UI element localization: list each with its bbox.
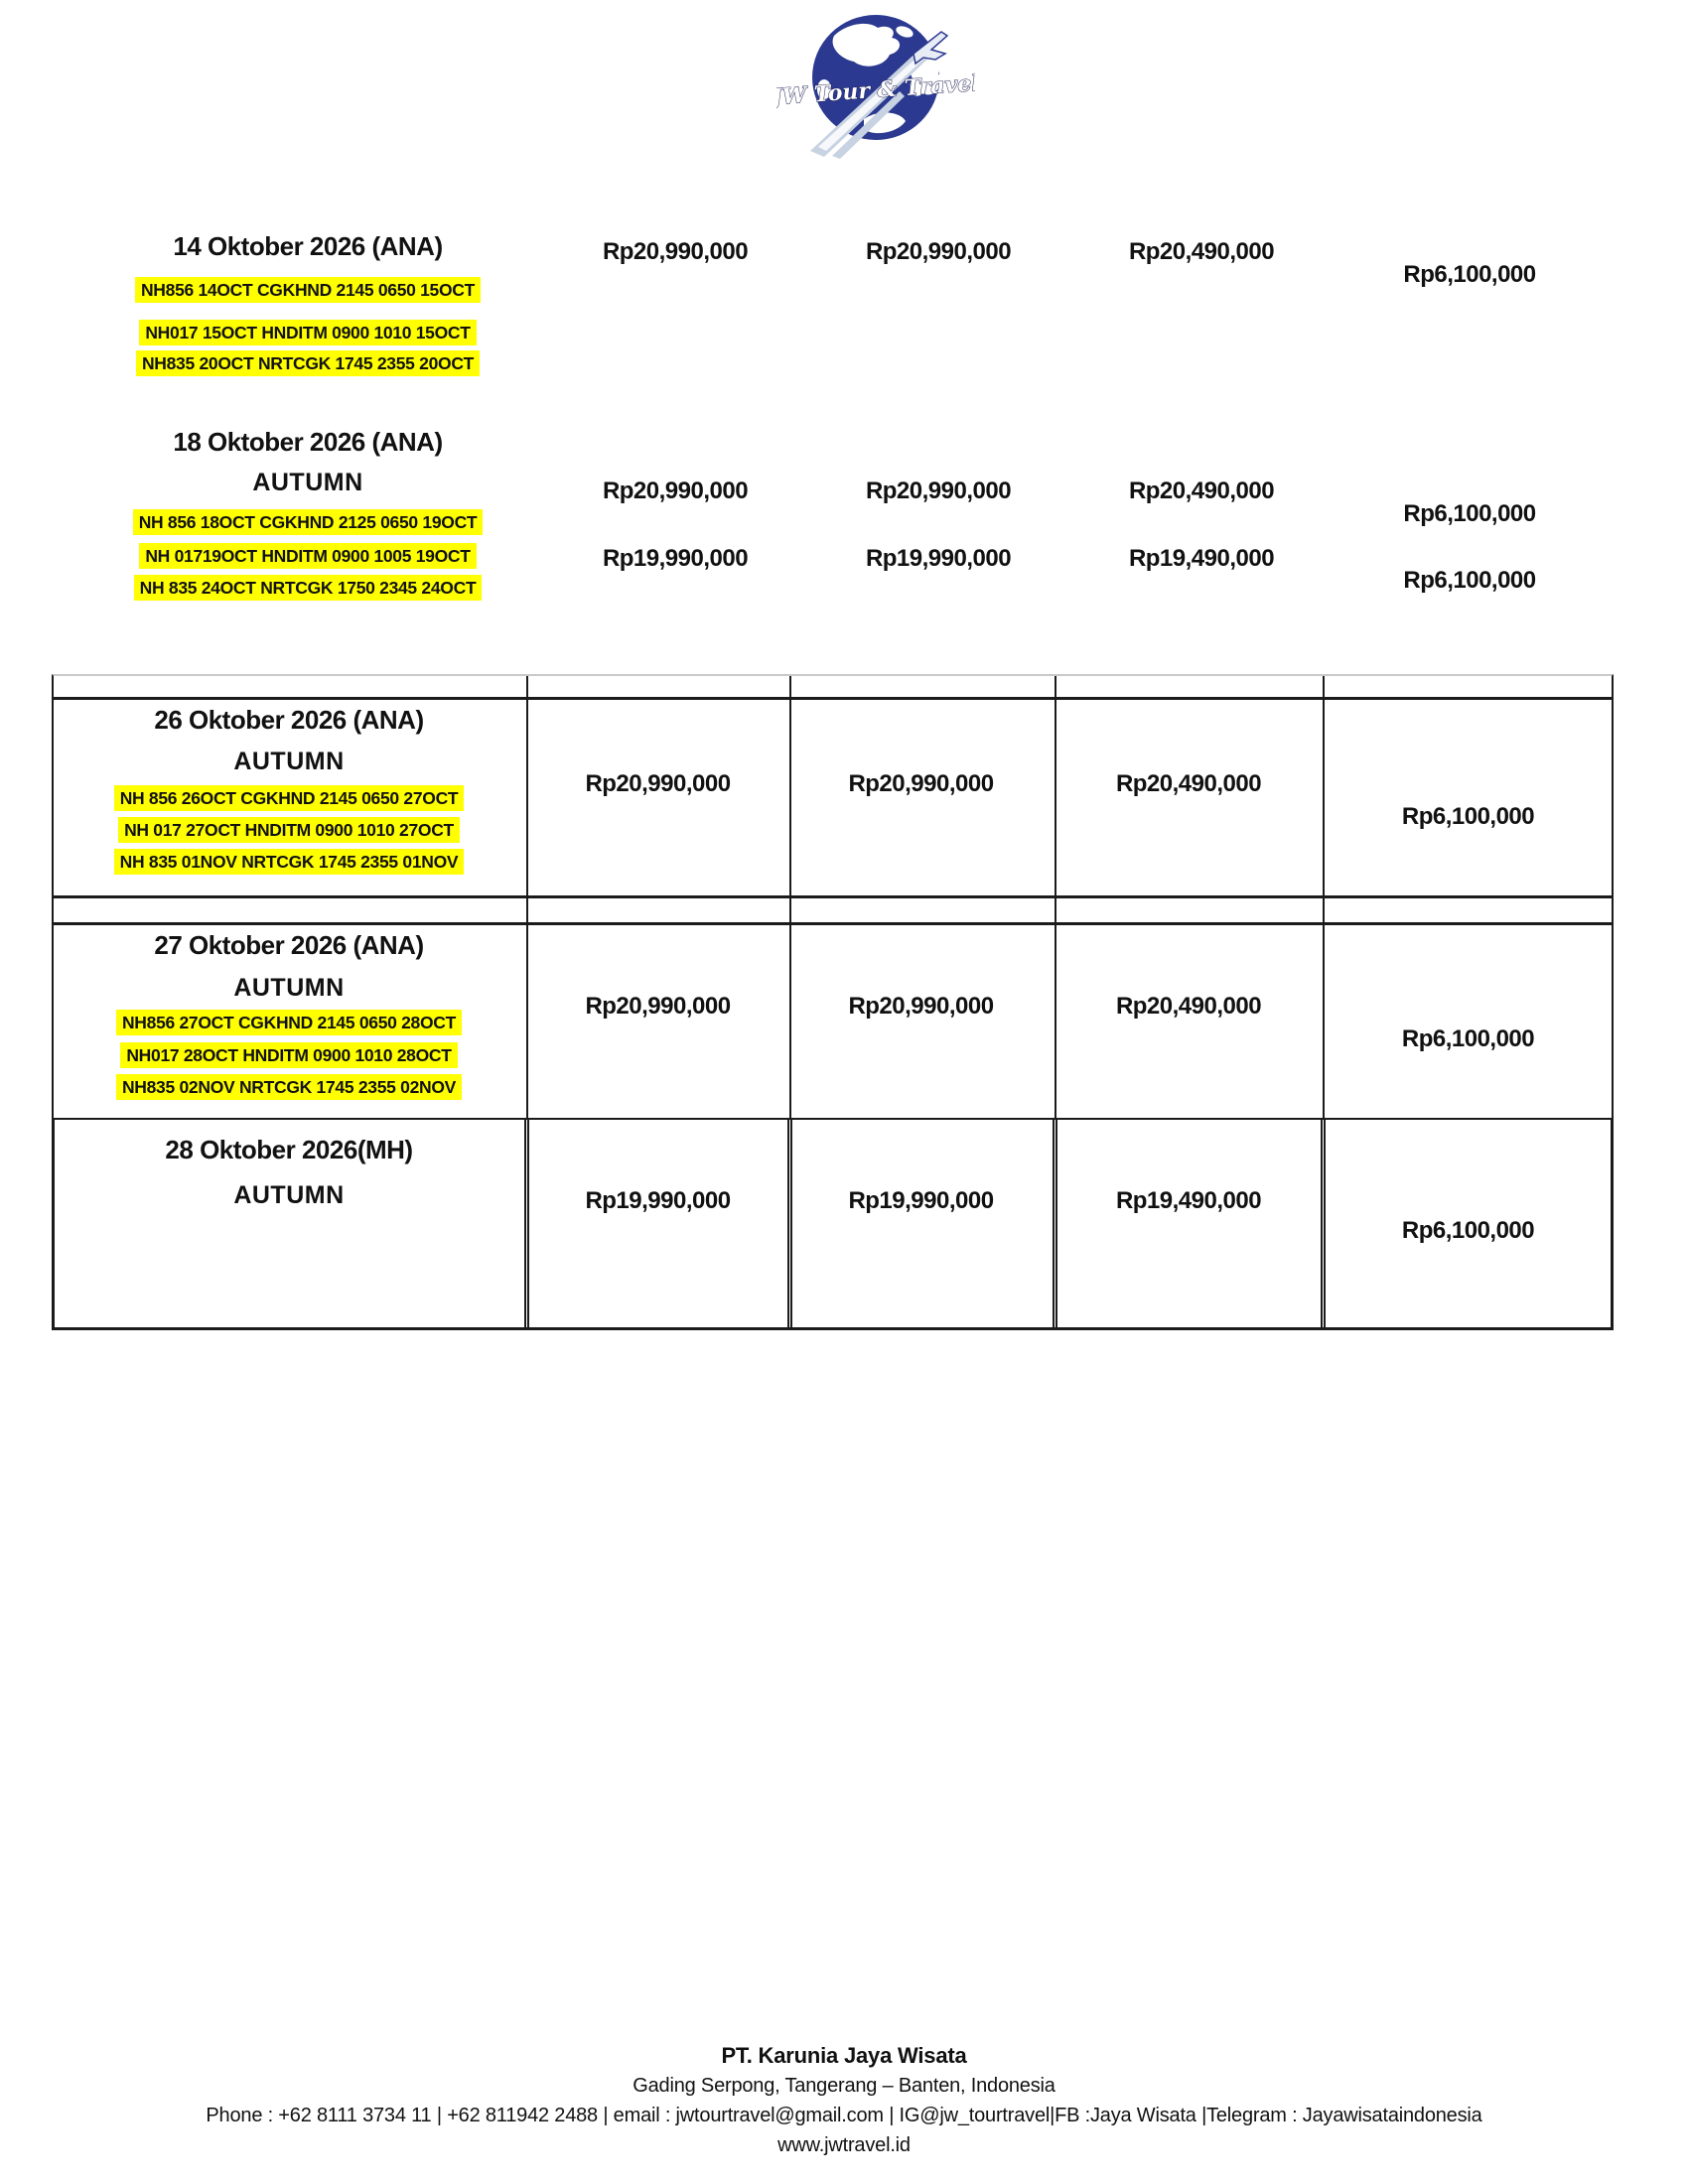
price-triple: Rp20,990,000	[848, 770, 994, 797]
spacer-cell	[1056, 898, 1325, 922]
price-twin: Rp19,990,000	[585, 1187, 731, 1214]
price-quad: Rp19,490,000	[1128, 545, 1275, 572]
departure-date-28okt: 28 Oktober 2026(MH)	[165, 1135, 413, 1164]
price-twin: Rp20,990,000	[585, 993, 731, 1020]
flight-segment-highlight: NH017 28OCT HNDITM 0900 1010 28OCT	[120, 1042, 457, 1068]
footer-website: www.jwtravel.id	[777, 2134, 911, 2156]
flight-line	[60, 1074, 518, 1100]
flight-line	[84, 277, 531, 303]
flight-line	[60, 817, 518, 843]
price-quad: Rp20,490,000	[1115, 770, 1262, 797]
flight-segment-highlight: NH856 27OCT CGKHND 2145 0650 28OCT	[116, 1010, 462, 1035]
spacer-cell	[528, 676, 791, 697]
price-cell	[529, 1120, 792, 1327]
price-twin: Rp20,990,000	[585, 770, 731, 797]
logo-text: JW Tour & Travel	[776, 69, 975, 111]
departure-date-26okt: 26 Oktober 2026 (ANA)	[154, 705, 424, 735]
flight-segment-highlight: NH017 15OCT HNDITM 0900 1010 15OCT	[139, 320, 476, 345]
price-quad: Rp20,490,000	[1128, 478, 1275, 504]
price-child: Rp6,100,000	[1401, 1025, 1535, 1052]
flight-segment-highlight: NH835 02NOV NRTCGK 1745 2355 02NOV	[116, 1074, 462, 1100]
price-twin: Rp20,990,000	[602, 478, 749, 504]
price-child: Rp6,100,000	[1401, 803, 1535, 830]
flight-line	[60, 1042, 518, 1068]
flight-segment-highlight: NH 856 18OCT CGKHND 2125 0650 19OCT	[133, 509, 484, 535]
flight-line	[60, 849, 518, 875]
price-triple: Rp20,990,000	[865, 478, 1012, 504]
globe-plane-logo-graphic	[776, 2, 975, 161]
price-triple: Rp19,990,000	[848, 1187, 994, 1214]
spacer-cell	[1056, 676, 1325, 697]
flight-line	[84, 543, 531, 569]
flight-segment-highlight: NH 01719OCT HNDITM 0900 1005 19OCT	[139, 543, 476, 569]
price-cell	[1056, 925, 1325, 1118]
spacer-cell	[1325, 676, 1612, 697]
flight-line	[84, 350, 531, 376]
flight-line	[84, 320, 531, 345]
price-child: Rp6,100,000	[1403, 567, 1536, 594]
price-cell	[792, 1120, 1057, 1327]
price-cell	[1325, 925, 1612, 1118]
footer-address: Gading Serpong, Tangerang – Banten, Indonesia	[633, 2075, 1055, 2097]
footer-company-name: PT. Karunia Jaya Wisata	[721, 2043, 967, 2068]
spacer-cell	[791, 676, 1056, 697]
season-label: AUTUMN	[233, 974, 345, 1002]
price-cell	[1057, 1120, 1326, 1327]
flight-segment-highlight: NH 835 01NOV NRTCGK 1745 2355 01NOV	[114, 849, 465, 875]
price-twin: Rp19,990,000	[602, 545, 749, 572]
spacer-cell	[54, 676, 528, 697]
season-label: AUTUMN	[233, 1181, 345, 1209]
flight-line	[84, 509, 531, 535]
spacer-cell	[528, 898, 791, 922]
price-cell	[528, 925, 791, 1118]
spacer-cell	[1325, 898, 1612, 922]
price-triple: Rp19,990,000	[865, 545, 1012, 572]
price-quad: Rp20,490,000	[1128, 238, 1275, 265]
price-cell	[791, 925, 1056, 1118]
flight-segment-highlight: NH 017 27OCT HNDITM 0900 1010 27OCT	[118, 817, 460, 843]
price-child: Rp6,100,000	[1403, 500, 1536, 527]
price-triple: Rp20,990,000	[848, 993, 994, 1020]
flight-line	[60, 785, 518, 811]
price-twin: Rp20,990,000	[602, 238, 749, 265]
table-spacer-row	[52, 898, 1614, 922]
price-child: Rp6,100,000	[1401, 1217, 1535, 1244]
flight-line	[84, 575, 531, 601]
footer-contact-info: Phone : +62 8111 3734 11 | +62 811942 2488 | email : jwtourtravel@gmail.com | IG@jw_tourtravel|FB :Jaya Wisata |Telegram : Jayawisataindonesia	[206, 2105, 1482, 2126]
departure-date-27okt: 27 Oktober 2026 (ANA)	[154, 930, 424, 960]
price-quad: Rp20,490,000	[1115, 993, 1262, 1020]
price-child: Rp6,100,000	[1403, 261, 1536, 288]
flight-segment-highlight: NH835 20OCT NRTCGK 1745 2355 20OCT	[136, 350, 480, 376]
season-label: AUTUMN	[252, 469, 363, 496]
flight-segment-highlight: NH 856 26OCT CGKHND 2145 0650 27OCT	[114, 785, 465, 811]
table-spacer-row	[52, 674, 1614, 697]
flight-line	[60, 1010, 518, 1035]
price-cell	[1325, 700, 1612, 895]
price-triple: Rp20,990,000	[865, 238, 1012, 265]
company-logo	[776, 2, 975, 161]
departure-date-18okt: 18 Oktober 2026 (ANA)	[173, 427, 443, 457]
spacer-cell	[791, 898, 1056, 922]
season-label: AUTUMN	[233, 748, 345, 775]
spacer-cell	[54, 898, 528, 922]
price-quad: Rp19,490,000	[1115, 1187, 1262, 1214]
flight-segment-highlight: NH 835 24OCT NRTCGK 1750 2345 24OCT	[134, 575, 483, 601]
flight-segment-highlight: NH856 14OCT CGKHND 2145 0650 15OCT	[135, 277, 481, 303]
departure-date-14okt: 14 Oktober 2026 (ANA)	[173, 231, 443, 261]
